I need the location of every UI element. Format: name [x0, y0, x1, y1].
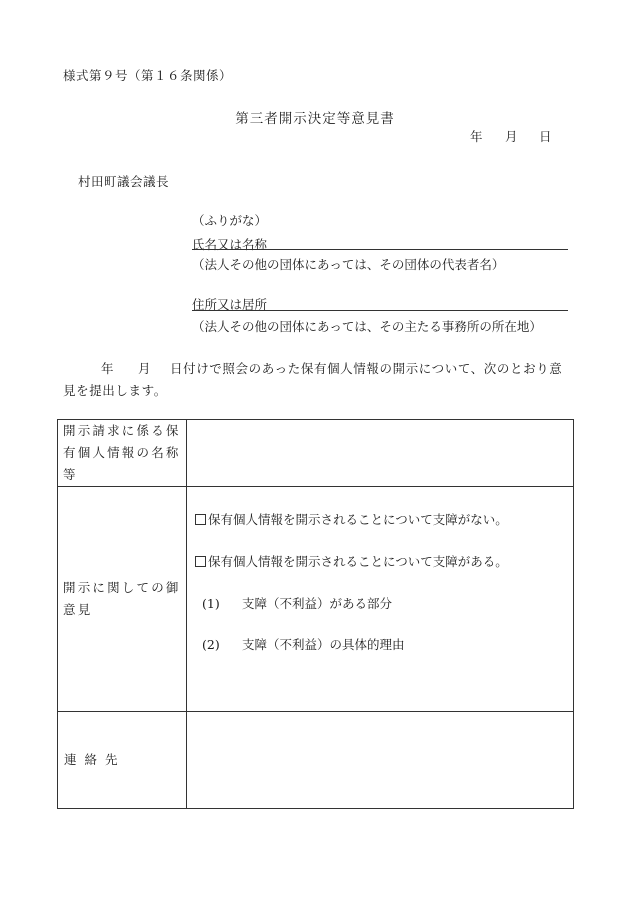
table-row [58, 420, 574, 487]
sub-item-label: 支障（不利益）の具体的理由 [242, 637, 405, 652]
table-row [58, 712, 574, 809]
body-paragraph [63, 358, 568, 402]
option-no-problem-label: 保有個人情報を開示されることについて支障がない。 [208, 512, 508, 527]
sub-item-reason [195, 634, 573, 655]
date-line [470, 127, 552, 145]
form-number: 様式第９号（第１６条関係） [63, 68, 233, 83]
body-month: 月 [138, 361, 152, 376]
checkbox-icon[interactable] [195, 514, 206, 525]
option-problem[interactable] [195, 551, 573, 572]
name-label: 氏名又は名称 [192, 237, 268, 252]
name-field[interactable] [192, 249, 568, 250]
checkbox-icon[interactable] [195, 556, 206, 567]
date-day-label: 日 [539, 129, 552, 144]
name-note: （法人その他の団体にあっては、その団体の代表者名） [192, 257, 505, 272]
page-title: 第三者開示決定等意見書 [235, 111, 395, 127]
date-year-label: 年 [470, 129, 483, 144]
row-label-info-name: 開示請求に係る保有個人情報の名称等 [58, 420, 187, 487]
row-label-contact: 連絡先 [58, 712, 187, 809]
option-no-problem[interactable] [195, 509, 573, 530]
sub-item-number: (2) [202, 637, 220, 652]
option-problem-label: 保有個人情報を開示されることについて支障がある。 [208, 554, 508, 569]
table-row [58, 487, 574, 712]
body-text: 日付けで照会のあった保有個人情報の開示について、次のとおり意見を提出します。 [63, 361, 563, 398]
row-label-opinion: 開示に関しての御意見 [58, 487, 187, 712]
sub-item-problem-part [195, 593, 573, 614]
opinion-table [57, 419, 574, 809]
date-month-label: 月 [505, 129, 518, 144]
info-name-field[interactable] [187, 420, 574, 487]
body-year: 年 [101, 361, 115, 376]
contact-field[interactable] [187, 712, 574, 809]
address-note: （法人その他の団体にあっては、その主たる事務所の所在地） [192, 319, 542, 334]
opinion-field[interactable] [187, 487, 574, 712]
address-field[interactable] [192, 310, 568, 311]
furigana-label: （ふりがな） [192, 213, 268, 228]
recipient: 村田町議会議長 [78, 174, 170, 189]
sub-item-label: 支障（不利益）がある部分 [242, 596, 393, 611]
sub-item-number: (1) [202, 596, 220, 611]
address-label: 住所又は居所 [192, 297, 268, 312]
